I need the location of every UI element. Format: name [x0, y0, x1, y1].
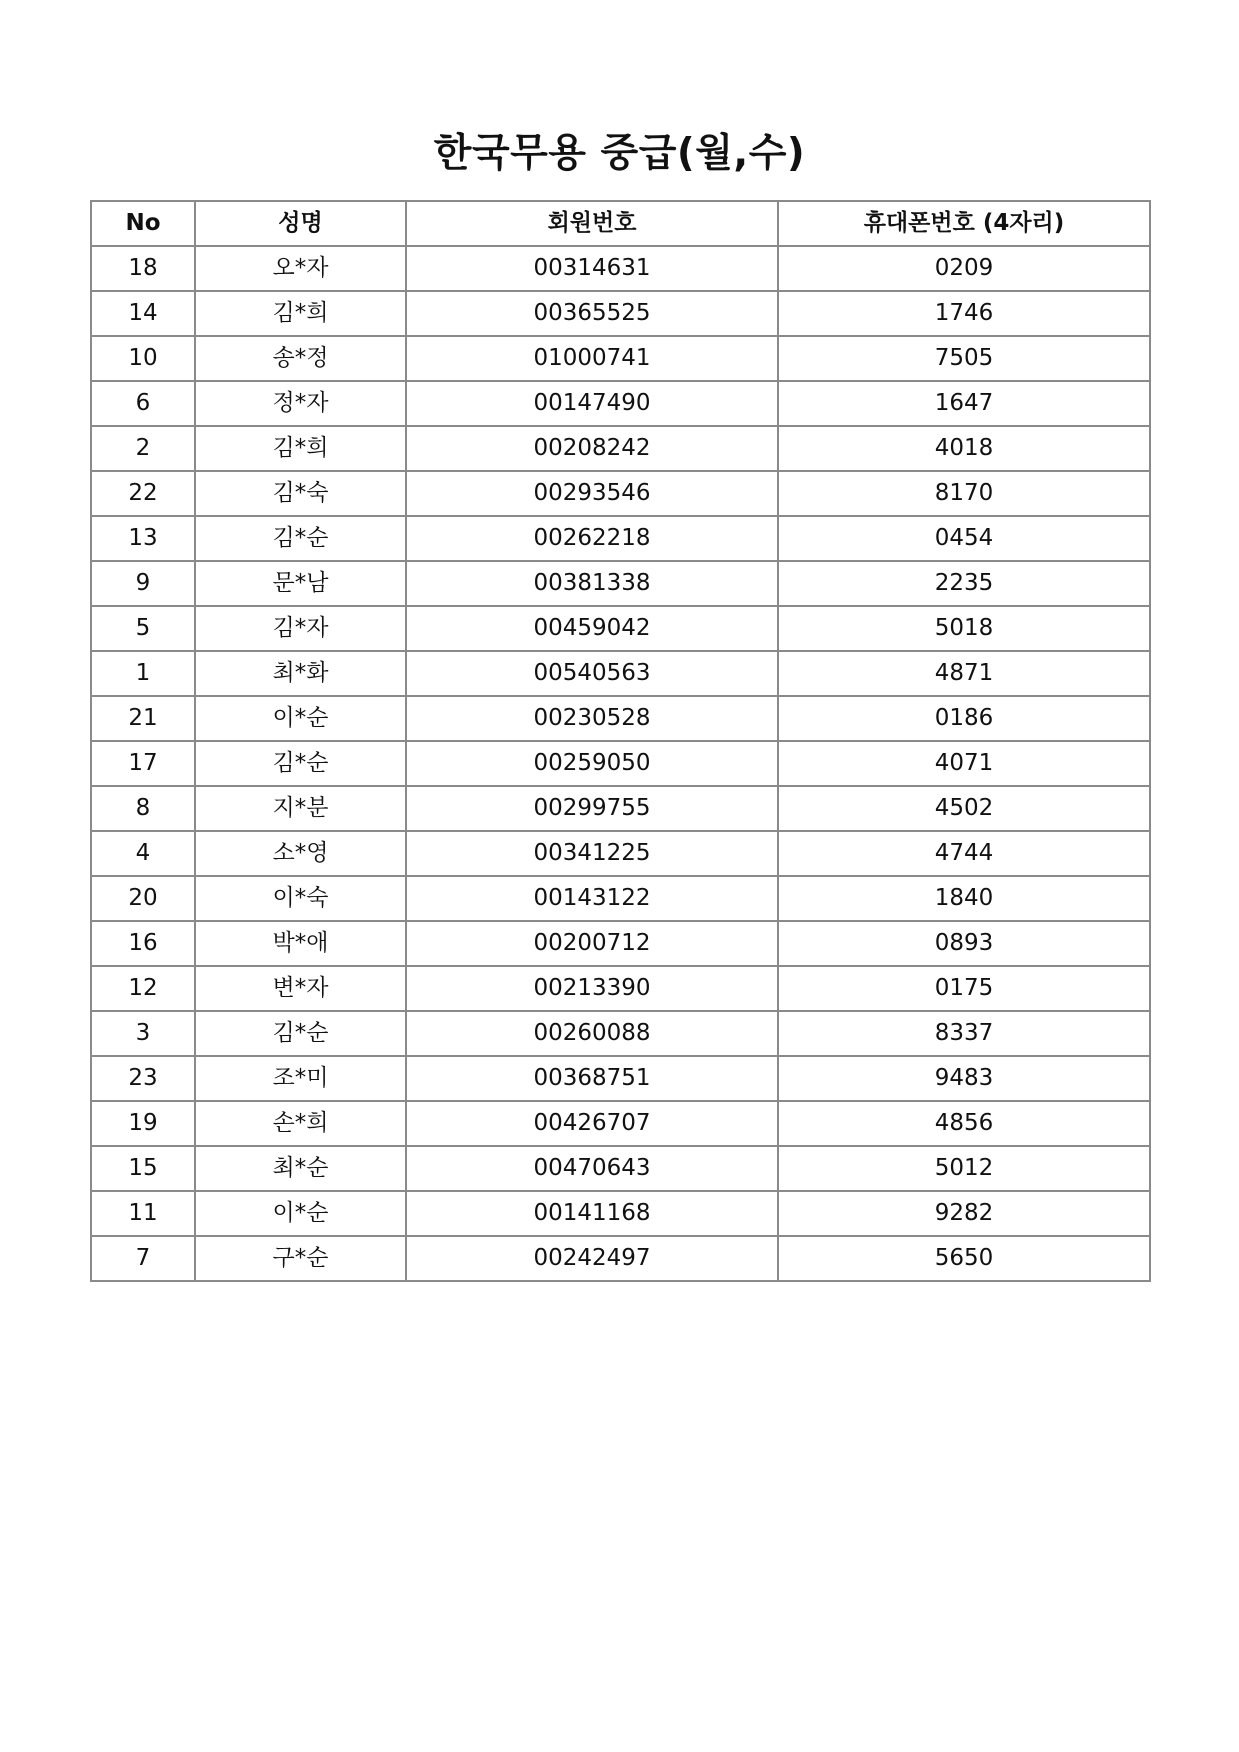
cell-phone-last4: 9483	[778, 1056, 1150, 1101]
cell-member-number: 00368751	[406, 1056, 778, 1101]
table-row	[91, 1056, 1150, 1101]
cell-name: 김*희	[195, 426, 406, 471]
cell-member-number: 00540563	[406, 651, 778, 696]
cell-phone-last4: 5650	[778, 1236, 1150, 1281]
cell-no: 9	[91, 561, 195, 606]
table-row	[91, 831, 1150, 876]
cell-no: 12	[91, 966, 195, 1011]
cell-no: 10	[91, 336, 195, 381]
cell-phone-last4: 2235	[778, 561, 1150, 606]
cell-name: 김*희	[195, 291, 406, 336]
cell-name: 조*미	[195, 1056, 406, 1101]
cell-no: 20	[91, 876, 195, 921]
cell-name: 정*자	[195, 381, 406, 426]
cell-phone-last4: 5018	[778, 606, 1150, 651]
cell-member-number: 00200712	[406, 921, 778, 966]
page-title: 한국무용 중급(월,수)	[433, 131, 806, 176]
cell-no: 16	[91, 921, 195, 966]
cell-name: 변*자	[195, 966, 406, 1011]
cell-no: 2	[91, 426, 195, 471]
cell-name: 이*숙	[195, 876, 406, 921]
table-header-row	[91, 201, 1150, 246]
cell-member-number: 00459042	[406, 606, 778, 651]
cell-member-number: 00262218	[406, 516, 778, 561]
cell-name: 송*정	[195, 336, 406, 381]
cell-phone-last4: 1840	[778, 876, 1150, 921]
cell-no: 15	[91, 1146, 195, 1191]
cell-name: 최*화	[195, 651, 406, 696]
member-table	[90, 200, 1151, 1282]
cell-name: 문*남	[195, 561, 406, 606]
table-row	[91, 516, 1150, 561]
cell-name: 김*순	[195, 1011, 406, 1056]
cell-no: 22	[91, 471, 195, 516]
header-name: 성명	[195, 201, 406, 246]
cell-member-number: 00147490	[406, 381, 778, 426]
cell-phone-last4: 4856	[778, 1101, 1150, 1146]
cell-member-number: 00259050	[406, 741, 778, 786]
table-row	[91, 741, 1150, 786]
cell-phone-last4: 4071	[778, 741, 1150, 786]
cell-member-number: 00381338	[406, 561, 778, 606]
cell-name: 소*영	[195, 831, 406, 876]
cell-no: 8	[91, 786, 195, 831]
table-body	[91, 246, 1150, 1281]
header-phone-last4: 휴대폰번호 (4자리)	[778, 201, 1150, 246]
cell-name: 이*순	[195, 1191, 406, 1236]
table-row	[91, 381, 1150, 426]
cell-member-number: 00141168	[406, 1191, 778, 1236]
cell-no: 3	[91, 1011, 195, 1056]
table-row	[91, 336, 1150, 381]
cell-phone-last4: 8170	[778, 471, 1150, 516]
cell-member-number: 00293546	[406, 471, 778, 516]
cell-name: 오*자	[195, 246, 406, 291]
cell-no: 7	[91, 1236, 195, 1281]
table-row	[91, 471, 1150, 516]
cell-phone-last4: 1647	[778, 381, 1150, 426]
cell-name: 김*순	[195, 516, 406, 561]
cell-phone-last4: 4018	[778, 426, 1150, 471]
cell-no: 6	[91, 381, 195, 426]
cell-member-number: 00230528	[406, 696, 778, 741]
cell-phone-last4: 7505	[778, 336, 1150, 381]
cell-no: 23	[91, 1056, 195, 1101]
table-row	[91, 921, 1150, 966]
cell-member-number: 00260088	[406, 1011, 778, 1056]
cell-name: 이*순	[195, 696, 406, 741]
cell-name: 지*분	[195, 786, 406, 831]
cell-phone-last4: 4871	[778, 651, 1150, 696]
cell-name: 김*순	[195, 741, 406, 786]
table-row	[91, 696, 1150, 741]
cell-name: 손*희	[195, 1101, 406, 1146]
cell-phone-last4: 1746	[778, 291, 1150, 336]
table-row	[91, 426, 1150, 471]
cell-phone-last4: 0893	[778, 921, 1150, 966]
table-row	[91, 1101, 1150, 1146]
table-row	[91, 606, 1150, 651]
cell-phone-last4: 0186	[778, 696, 1150, 741]
cell-phone-last4: 0454	[778, 516, 1150, 561]
cell-no: 5	[91, 606, 195, 651]
cell-phone-last4: 0209	[778, 246, 1150, 291]
table-row	[91, 1011, 1150, 1056]
cell-member-number: 00242497	[406, 1236, 778, 1281]
cell-member-number: 00470643	[406, 1146, 778, 1191]
cell-member-number: 00208242	[406, 426, 778, 471]
table-row	[91, 651, 1150, 696]
table-row	[91, 246, 1150, 291]
cell-no: 17	[91, 741, 195, 786]
cell-no: 1	[91, 651, 195, 696]
cell-member-number: 00365525	[406, 291, 778, 336]
cell-member-number: 00426707	[406, 1101, 778, 1146]
cell-no: 21	[91, 696, 195, 741]
cell-no: 11	[91, 1191, 195, 1236]
table-row	[91, 876, 1150, 921]
cell-phone-last4: 9282	[778, 1191, 1150, 1236]
cell-member-number: 00341225	[406, 831, 778, 876]
cell-member-number: 00314631	[406, 246, 778, 291]
table-row	[91, 1146, 1150, 1191]
cell-member-number: 00143122	[406, 876, 778, 921]
header-no: No	[91, 201, 195, 246]
cell-no: 13	[91, 516, 195, 561]
header-member-number: 회원번호	[406, 201, 778, 246]
table-row	[91, 561, 1150, 606]
cell-member-number: 01000741	[406, 336, 778, 381]
cell-member-number: 00213390	[406, 966, 778, 1011]
table-row	[91, 291, 1150, 336]
table-row	[91, 966, 1150, 1011]
table-row	[91, 1236, 1150, 1281]
cell-name: 최*순	[195, 1146, 406, 1191]
cell-no: 14	[91, 291, 195, 336]
cell-name: 박*애	[195, 921, 406, 966]
table-row	[91, 1191, 1150, 1236]
cell-name: 김*자	[195, 606, 406, 651]
cell-phone-last4: 5012	[778, 1146, 1150, 1191]
cell-phone-last4: 8337	[778, 1011, 1150, 1056]
table-row	[91, 786, 1150, 831]
cell-name: 구*순	[195, 1236, 406, 1281]
cell-phone-last4: 4502	[778, 786, 1150, 831]
cell-name: 김*숙	[195, 471, 406, 516]
cell-member-number: 00299755	[406, 786, 778, 831]
cell-no: 4	[91, 831, 195, 876]
cell-phone-last4: 4744	[778, 831, 1150, 876]
cell-no: 19	[91, 1101, 195, 1146]
cell-no: 18	[91, 246, 195, 291]
cell-phone-last4: 0175	[778, 966, 1150, 1011]
